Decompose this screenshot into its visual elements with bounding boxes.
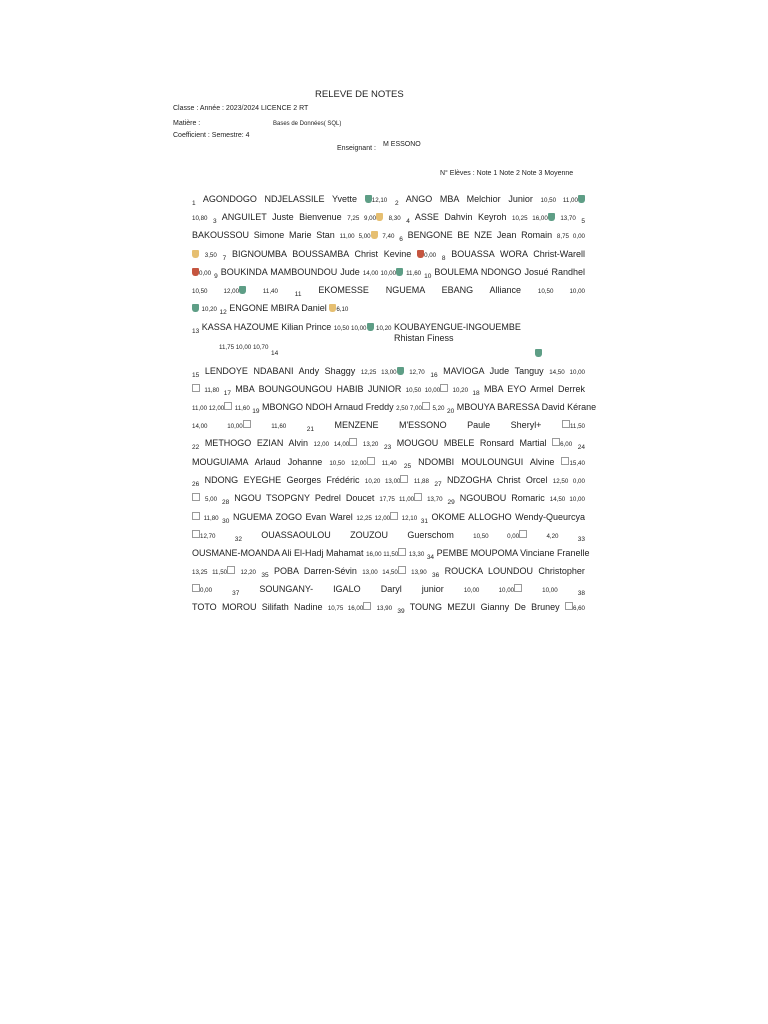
student-name: LENDOYE NDABANI Andy Shaggy (204, 366, 356, 376)
student-number: 38 (577, 590, 585, 597)
student-grades: 13,25 11,50 (192, 569, 228, 576)
student-number: 37 (232, 590, 240, 597)
student-number: 16 (430, 372, 438, 379)
student-name: POBA Darren-Sévin (273, 566, 357, 576)
text-line (192, 366, 585, 378)
grade-icon (552, 438, 560, 446)
student-average: 11,80 (204, 387, 220, 394)
student-number: 9 (214, 273, 218, 280)
grade-icon (376, 213, 383, 221)
grade-icon (562, 420, 570, 428)
grade-icon (192, 584, 200, 592)
text-line (192, 438, 585, 450)
student-number: 28 (222, 499, 230, 506)
subject-label: Matière : (173, 120, 201, 127)
student-grades: 8,75 0,00 (556, 233, 585, 240)
student-name: KASSA HAZOUME Kilian Prince (201, 322, 332, 332)
grade-icon (398, 548, 406, 556)
student-grades: 14,00 10,00 (192, 423, 243, 430)
student-name: NGUEMA ZOGO Evan Warel (232, 512, 353, 522)
student-name: PEMBE MOUPOMA Vinciane Franelle (436, 548, 590, 558)
student-number: 11 (294, 291, 302, 298)
student-name: OUASSAOULOU ZOUZOU Guerschom (261, 530, 454, 540)
grade-icon (192, 384, 200, 392)
student-name: MOUGUIAMA Arlaud Johanne (192, 457, 323, 467)
student-grades: 12,00 14,00 (313, 441, 350, 448)
student-name: MBA BOUNGOUNGOU HABIB JUNIOR (235, 384, 402, 394)
student-grades: 16,00 11,50 (366, 551, 399, 558)
student-name: BOUKINDA MAMBOUNDOU Jude (220, 267, 360, 277)
student-grades: 11,00 5,00 (339, 233, 371, 240)
text-line (192, 384, 585, 396)
student-grades: 10,50 12,00 (192, 288, 240, 295)
student-average: 10,80 (192, 215, 208, 222)
grade-icon (514, 584, 522, 592)
student-name: SOUNGANY- IGALO Daryl junior (259, 584, 444, 594)
student-grades: 14,50 10,00 (549, 496, 585, 503)
class-info: Classe : Année : 2023/2024 LICENCE 2 RT (173, 105, 309, 112)
student-name: BOULEMA NDONGO Josué Randhel (434, 267, 585, 277)
student-average: 13,70 (560, 215, 576, 222)
student-average: 7,40 (382, 233, 395, 240)
grade-icon (371, 231, 378, 239)
student-number: 32 (234, 536, 242, 543)
student-average: 5,20 (432, 405, 445, 412)
student-number: 36 (432, 572, 440, 579)
student-number: 31 (420, 518, 428, 525)
student-name: BIGNOUMBA BOUSSAMBA Christ Kevine (231, 249, 412, 259)
grade-icon (367, 323, 374, 331)
student-average: 11,60 (271, 423, 287, 430)
text-line (192, 249, 585, 261)
student-number: 7 (222, 255, 227, 262)
student-name: NGOU TSOPGNY Pedrel Doucet (234, 493, 375, 503)
grade-icon (397, 367, 404, 375)
text-line (192, 475, 585, 487)
grade-icon (440, 384, 448, 392)
grade-icon (192, 493, 200, 501)
student-grades: 10,50 10,00 (405, 387, 441, 394)
student-name: BOUASSA WORA Christ-Warell (451, 249, 585, 259)
student-grades: 17,75 11,00 (379, 496, 415, 503)
student-number: 14 (270, 350, 279, 357)
student-grades: 10,50 10,00 (537, 288, 585, 295)
student-name: MENZENE M'ESSONO Paule Sheryl+ (334, 420, 542, 430)
student-average: 8,30 (388, 215, 401, 222)
grade-icon (224, 402, 232, 410)
student-average: 12,70 (200, 533, 216, 540)
student-average: 0,00 (424, 252, 437, 259)
student-number: 6 (399, 236, 403, 243)
student-grades: 2,50 7,00 (396, 405, 422, 412)
student-average: 12,10 (371, 197, 388, 204)
student-grades: 12,25 12,00 (356, 515, 391, 522)
student-grades: 10,50 11,00 (540, 197, 578, 204)
student-average: 11,50 (569, 423, 585, 430)
grade-icon (565, 602, 573, 610)
grade-icon (367, 457, 375, 465)
student-average: 15,40 (569, 460, 585, 467)
student-grades: 12,50 0,00 (552, 478, 585, 485)
student-name: TOTO MOROU Silifath Nadine (192, 602, 323, 612)
student-average: 6,00 (560, 441, 573, 448)
student-average: 13,70 (427, 496, 443, 503)
student-grades: 10,75 16,00 (327, 605, 364, 612)
student-name: ANGUILET Juste Bienvenue (221, 212, 342, 222)
grade-icon (192, 304, 199, 312)
text-line (192, 512, 585, 524)
student-name: AGONDOGO NDJELASSILE Yvette (202, 194, 358, 204)
student-number: 35 (261, 572, 269, 579)
text-line (192, 267, 585, 279)
student-grades: 10,00 10,00 (463, 587, 515, 594)
student-name: NGOUBOU Romaric (459, 493, 545, 503)
student-average: 11,40 (262, 288, 278, 295)
grade-icon (519, 530, 527, 538)
text-line (192, 212, 585, 224)
student-grades: 14,00 10,00 (362, 270, 397, 277)
student-name: BENGONE BE NZE Jean Romain (407, 230, 553, 240)
student-number: 29 (447, 499, 455, 506)
text-line (192, 493, 585, 505)
student-average: 10,20 (376, 325, 392, 332)
student-name: EKOMESSE NGUEMA EBANG Alliance (318, 285, 522, 295)
student-name: ROUCKA LOUNDOU Christopher (444, 566, 585, 576)
student-number: 34 (426, 554, 435, 561)
grade-icon (243, 420, 251, 428)
text-line (192, 602, 585, 614)
grade-icon (192, 268, 199, 276)
student-grades: 10,50 12,00 (329, 460, 367, 467)
student-name: NDZOGHA Christ Orcel (447, 475, 548, 485)
student-number: 1 (192, 200, 196, 207)
student-name: ASSE Dahvin Keyroh (414, 212, 507, 222)
student-number: 25 (403, 463, 412, 470)
student-average: 11,40 (381, 460, 397, 467)
grade-icon (227, 566, 235, 574)
student-number: 4 (406, 218, 410, 225)
student-number: 30 (222, 518, 230, 525)
student-average: 10,00 (542, 587, 558, 594)
student-name: ANGO MBA Melchior Junior (405, 194, 533, 204)
student-grades: 10,25 16,00 (512, 215, 548, 222)
student-number: 5 (581, 218, 585, 225)
student-grades: 7,25 9,00 (347, 215, 377, 222)
grade-icon (349, 438, 357, 446)
student-average: 13,30 (408, 551, 425, 558)
student-average: 11,88 (413, 478, 429, 485)
student-grades: 11,00 12,00 (192, 405, 225, 412)
student-number: 21 (306, 426, 314, 433)
student-number: 18 (472, 390, 480, 397)
student-number: 26 (192, 481, 200, 488)
student-average: 12,10 (401, 515, 418, 522)
student-number: 17 (223, 390, 231, 397)
coefficient-info: Coefficient : Semestre: 4 (173, 132, 250, 139)
student-number: 8 (441, 255, 446, 262)
student-number: 13 (192, 328, 200, 335)
student-number: 39 (397, 608, 405, 615)
student-average: 13,20 (362, 441, 379, 448)
student-name: TOUNG MEZUI Gianny De Bruney (409, 602, 560, 612)
grade-icon (390, 512, 398, 520)
grade-icon (192, 530, 200, 538)
text-line (192, 285, 585, 297)
text-line (192, 420, 585, 432)
grade-icon (535, 349, 542, 357)
student-number: 27 (434, 481, 442, 488)
grade-icon (548, 213, 555, 221)
student-grades: 10,20 13,00 (364, 478, 401, 485)
student-number: 19 (252, 408, 260, 415)
student-number: 20 (447, 408, 455, 415)
student-average: 11,60 (234, 405, 250, 412)
subject-value: Bases de Données( SQL) (273, 121, 342, 127)
student-average: 6,60 (572, 605, 585, 612)
student-name: MBOUYA BARESSA David Kérane (456, 402, 597, 412)
grade-icon (396, 268, 403, 276)
student-name: MBA EYO Armel Derrek (483, 384, 585, 394)
student-average: 4,20 (546, 533, 559, 540)
student-average: 3,50 (204, 252, 217, 259)
text-line (192, 584, 585, 596)
student-average: 10,20 (452, 387, 469, 394)
student-name: MBONGO NDOH Arnaud Freddy (262, 402, 394, 412)
grade-icon (365, 195, 372, 203)
student-average: 5,00 (204, 496, 218, 503)
text-line (192, 548, 590, 561)
student-number: 3 (213, 218, 217, 225)
text-line (219, 344, 278, 356)
grade-icon (192, 250, 199, 258)
text-line (192, 530, 585, 542)
text-line (192, 230, 585, 242)
student-average: 0,00 (199, 270, 212, 277)
text-line (192, 457, 585, 469)
student-number: 12 (219, 309, 227, 316)
text-line (192, 402, 597, 415)
student-number: 10 (424, 273, 432, 280)
student-number: 33 (577, 536, 585, 543)
student-average: 12,70 (409, 369, 425, 376)
grade-icon (414, 493, 422, 501)
student-name: MOUGOU MBELE Ronsard Martial (396, 438, 547, 448)
text-line (192, 566, 585, 578)
student-average: 6,10 (336, 306, 349, 313)
grade-icon (578, 195, 585, 203)
student-average: 10,20 (201, 306, 217, 313)
student-average: 0,00 (200, 587, 213, 594)
grade-icon (422, 402, 430, 410)
student-number: 15 (192, 372, 200, 379)
student-average: 13,90 (411, 569, 427, 576)
student-number: 2 (394, 200, 399, 207)
student-grades: 14,50 10,00 (549, 369, 585, 376)
student-number: 23 (383, 444, 392, 451)
student-grades: 11,75 10,00 10,70 (219, 344, 269, 351)
grade-icon (398, 566, 406, 574)
text-line (192, 303, 585, 315)
student-name: NDOMBI MOULOUNGUI Alvine (418, 457, 555, 467)
grade-icon (417, 250, 424, 258)
grade-icon (239, 286, 246, 294)
student-average: 12,20 (240, 569, 256, 576)
grade-icon (400, 475, 408, 483)
student-name: KOUBAYENGUE-INGOUEMBE Rhistan Finess (394, 322, 521, 343)
student-grades: 12,25 13,00 (360, 369, 397, 376)
column-headers: N° Elèves : Note 1 Note 2 Note 3 Moyenne (440, 170, 574, 177)
text-line (192, 322, 585, 344)
student-number: 22 (192, 444, 200, 451)
student-average: 11,80 (203, 515, 219, 522)
student-name: NDONG EYEGHE Georges Frédéric (204, 475, 360, 485)
student-average: 13,90 (376, 605, 393, 612)
student-name: BAKOUSSOU Simone Marie Stan (192, 230, 335, 240)
student-name: ENGONE MBIRA Daniel (229, 303, 327, 313)
student-grades: 13,00 14,50 (362, 569, 398, 576)
student-name: METHOGO EZIAN Alvin (204, 438, 308, 448)
grade-icon (363, 602, 371, 610)
text-line (192, 194, 585, 206)
student-name: MAVIOGA Jude Tanguy (443, 366, 544, 376)
page-title: RELEVE DE NOTES (315, 89, 404, 100)
student-average: 11,60 (406, 270, 422, 277)
student-name: OKOME ALLOGHO Wendy-Queurcya (431, 512, 585, 522)
student-name: OUSMANE-MOANDA Ali El-Hadj Mahamat (192, 548, 364, 558)
student-grades: 10,50 10,00 (333, 325, 367, 332)
teacher-value: M ESSONO (383, 141, 421, 148)
grade-icon (192, 512, 200, 520)
teacher-label: Enseignant : (337, 145, 376, 152)
student-grades: 10,50 0,00 (473, 533, 520, 540)
student-number: 24 (577, 444, 585, 451)
